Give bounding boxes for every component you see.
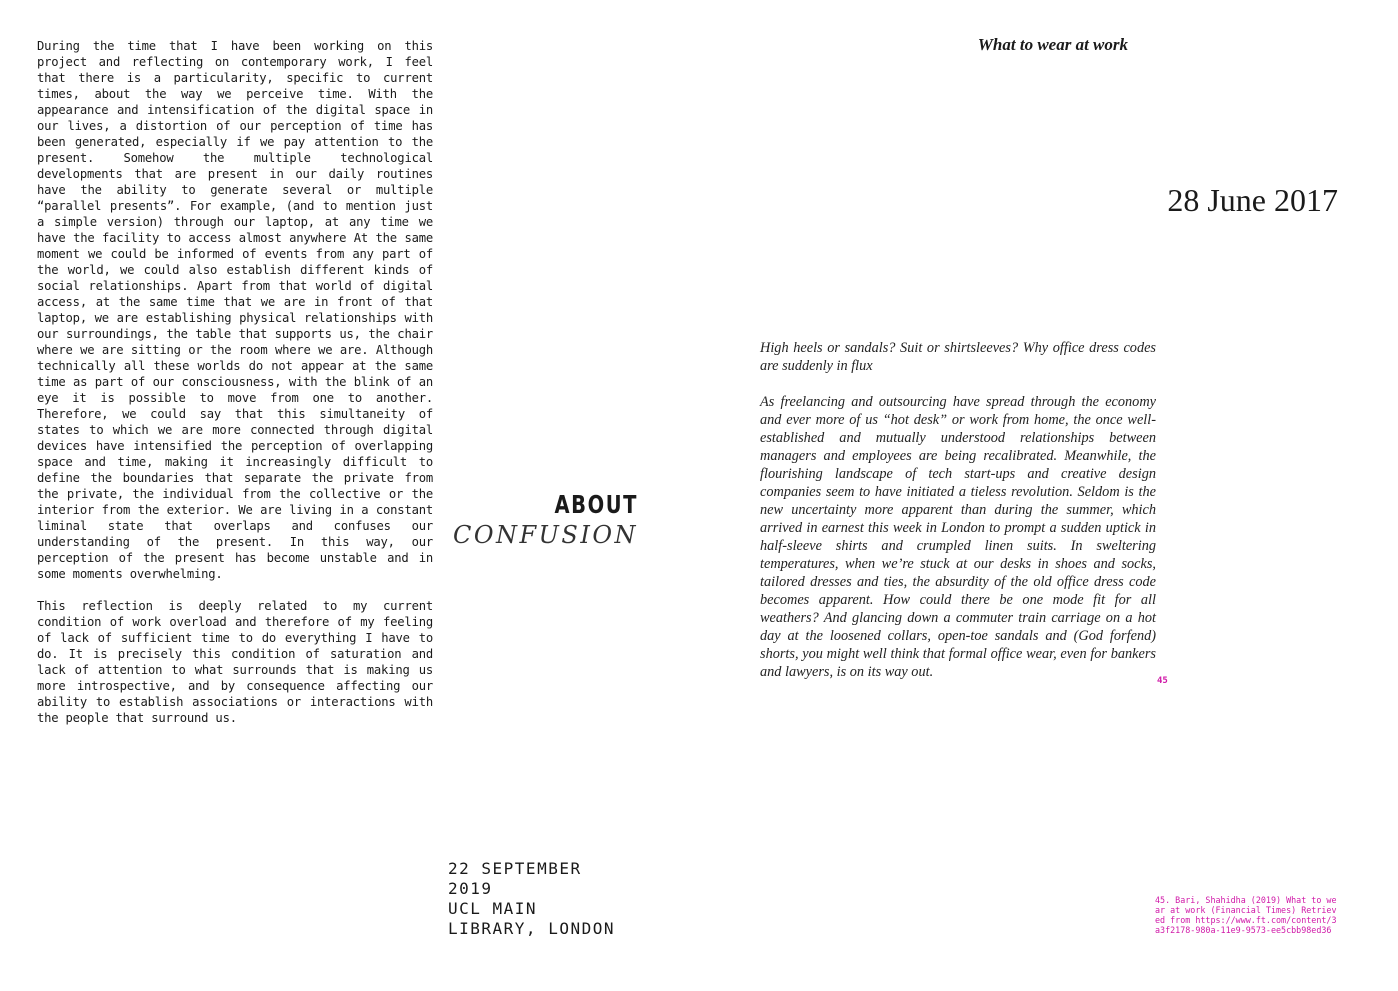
essay-paragraph: This reflection is deeply related to my current condition of work overload and therefore of my feeling of lack of sufficient time to do everything I have to do. It is precisely this condition of saturation and lack of attention to what surrounds that is making us more introspective, and by consequence affecting our ability to establish associations or interactions with the people that surround us. [37, 599, 433, 725]
date-location-line: 2019 [448, 879, 493, 898]
article-title: What to wear at work [977, 35, 1128, 54]
article-paragraph: As freelancing and outsourcing have spread through the economy and ever more of us “hot desk” or work from home, the once well-established and mutually understood relationships between managers and employees are being recalibrated. Meanwhile, the flourishing landscape of tech start-ups and creative design companies seem to have initiated a tieless revolution. Seldom is the new uncertainty more apparent than during the summer, which arrived in earnest this week in London to prompt a sudden uptick in half-sleeve shirts and crumpled linen suits. In sweltering temperatures, when we’re stuck at our desks in shoes and socks, tailored dresses and ties, the absurdity of the old office dress code becomes apparent. How could there be one mode fit for all weathers? And glancing down a commuter train carriage on a hot day at the loosened collars, open-toe sandals and (God forfend) shorts, you might well think that formal office wear, even for bankers and lawyers, is on its way out. [760, 394, 1156, 680]
article-standfirst: High heels or sandals? Suit or shirtsleeves? Why office dress codes are suddenly in flux [760, 340, 1156, 374]
section-heading-confusion: CONFUSION [452, 521, 638, 549]
footnote-marker: 45 [1157, 676, 1168, 686]
date-location-line: LIBRARY, LONDON [448, 919, 615, 938]
article-date: 28 June 2017 [1167, 182, 1338, 218]
date-location [448, 859, 678, 939]
section-heading [440, 490, 638, 550]
date-location-line: 22 SEPTEMBER [448, 859, 582, 878]
footnote-citation: 45. Bari, Shahidha (2019) What to wear at work (Financial Times) Retrieved from https://www.ft.com/content/3a3f2178-980a-11e9-9573-ee5cbb98ed36 [1155, 895, 1337, 935]
article-body [760, 339, 1156, 699]
essay-column [37, 38, 433, 742]
section-heading-about: ABOUT [554, 490, 638, 519]
essay-paragraph: During the time that I have been working on this project and reflecting on contemporary work, I feel that there is a particularity, specific to current times, about the way we perceive time. With the appearance and intensification of the digital space in our lives, a distortion of our perception of time has been generated, especially if we pay attention to the present. Somehow the multiple technological developments that are present in our daily routines have the ability to generate several or multiple “parallel presents”. For example, (and to mention just a simple version) through our laptop, at any time we have the facility to access almost anywhere At the same moment we could be informed of events from any part of the world, we could also establish different kinds of social relationships. Apart from that world of digital access, at the same time that we are in front of that laptop, we are establishing physical relationships with our surroundings, the table that supports us, the chair where we are sitting or the room where we are. Although technically all these worlds do not appear at the same time as part of our consciousness, with the blink of an eye it is possible to move from one to another. Therefore, we could say that this simultaneity of states to which we are more connected through digital devices have intensified the perception of overlapping space and time, making it increasingly difficult to define the boundaries that separate the private from the private, the individual from the collective or the interior from the exterior. We are living in a constant liminal state that overlaps and confuses our understanding of the present. In this way, our perception of the present has become unstable and in some moments overwhelming. [37, 39, 433, 581]
date-location-line: UCL MAIN [448, 899, 538, 918]
